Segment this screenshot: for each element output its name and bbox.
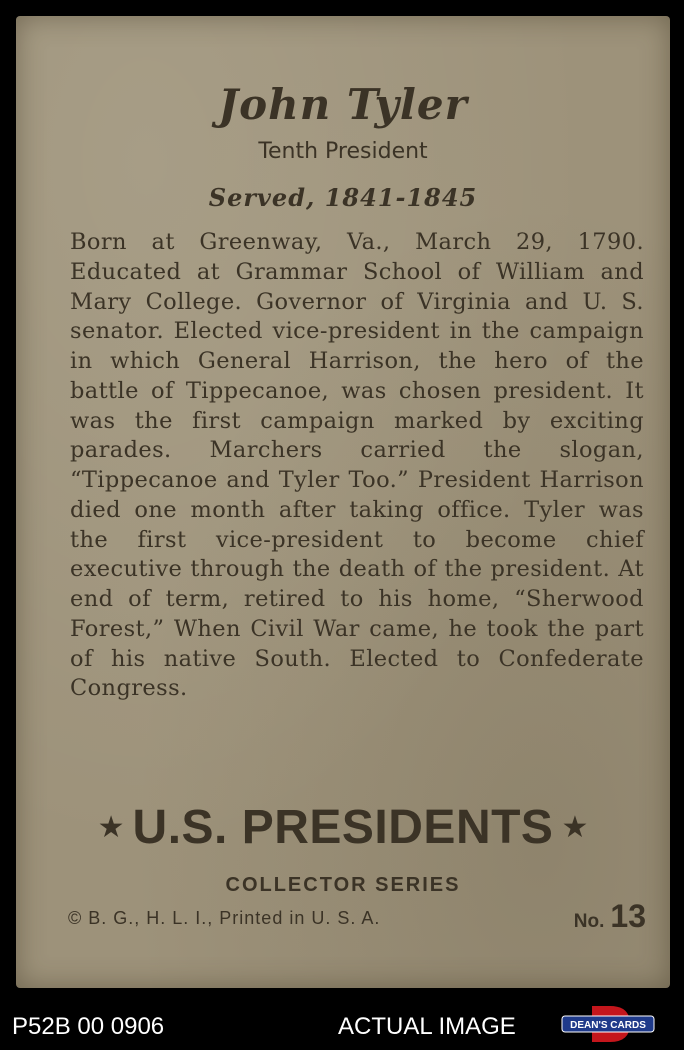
deans-cards-logo — [558, 1004, 658, 1044]
president-name: John Tyler — [218, 80, 468, 129]
star-icon: ★ — [97, 810, 125, 845]
card-number-value: 13 — [610, 898, 646, 934]
card-number-label: No. — [573, 911, 605, 932]
item-code: P52B 00 0906 — [12, 1013, 165, 1040]
series-subtitle: COLLECTOR SERIES — [225, 874, 461, 896]
series-name: U.S. PRESIDENTS — [132, 801, 554, 854]
card-back — [16, 16, 670, 988]
biography-text: Born at Greenway, Va., March 29, 1790. Educated at Grammar School of William and Mary College. Governor of Virginia and U. S. senator. Elected vice-president in the campaign in which General Harrison, the hero of the battle of Tippecanoe, was chosen president. It was the first campaign marked by exciting parades. Marchers carried the slogan, “Tippecanoe and Tyler Too.” President Harrison died one month after taking office. Tyler was the first vice-president to become chief executive through the death of the president. At end of term, retired to his home, “Sherwood Forest,” When Civil War came, he took the part of his native South. Elected to Confederate Congress. — [70, 229, 644, 702]
actual-image-label: ACTUAL IMAGE — [338, 1013, 516, 1040]
series-title — [16, 800, 670, 855]
card-number — [574, 898, 646, 935]
copyright-line: © B. G., H. L. I., Printed in U. S. A. — [68, 908, 381, 928]
president-ordinal: Tenth President — [258, 139, 428, 164]
served-years: Served, 1841-1845 — [208, 183, 478, 212]
star-icon: ★ — [561, 810, 589, 845]
logo-text: DEAN'S CARDS — [570, 1020, 646, 1031]
